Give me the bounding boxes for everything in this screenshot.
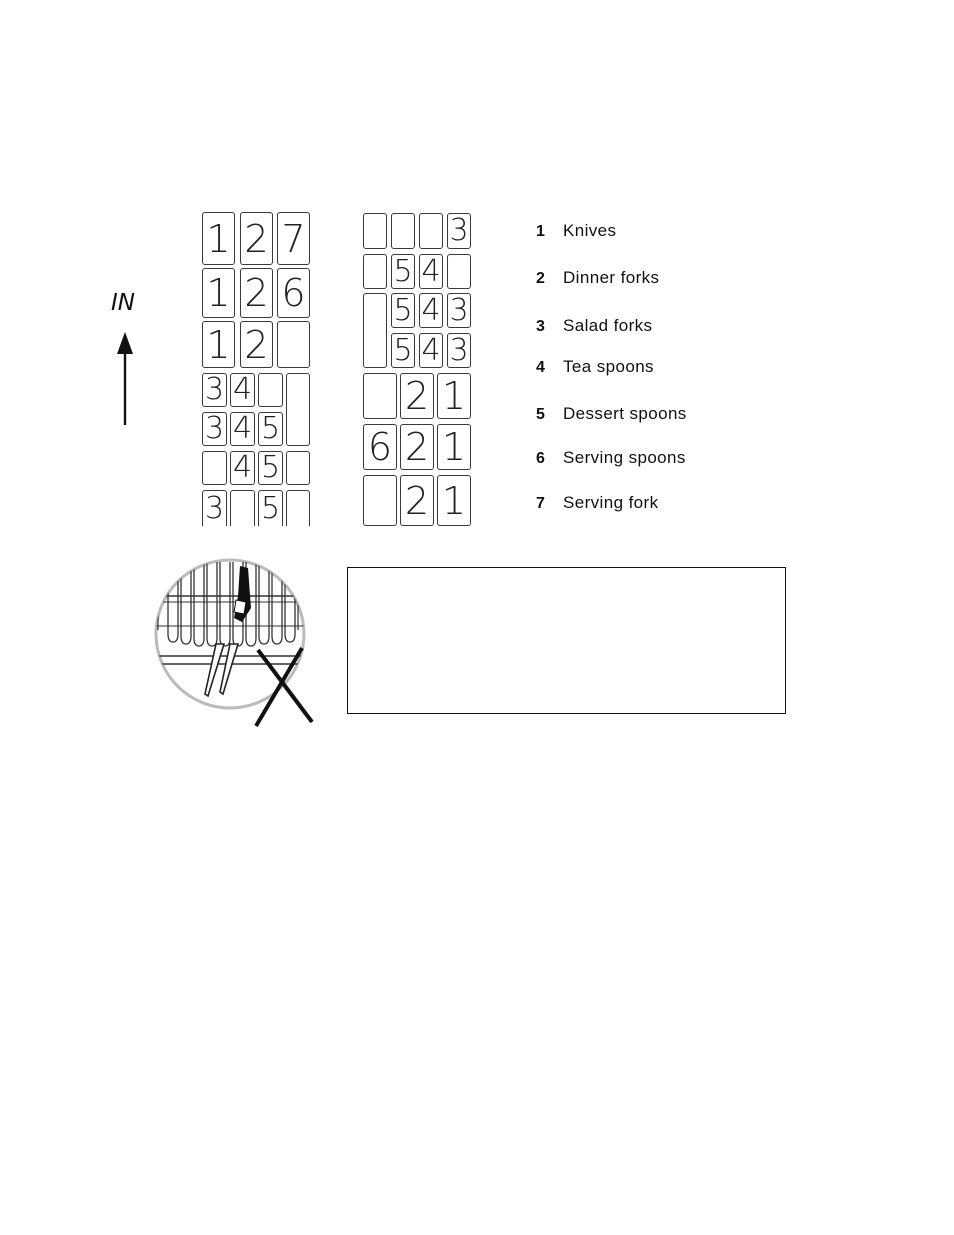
basket-slot: 6 — [277, 268, 310, 318]
legend-label: Dessert spoons — [563, 404, 687, 423]
basket-slot: 5 — [258, 412, 283, 446]
basket-slot: 5 — [258, 490, 283, 526]
legend-item-serving-spoons — [536, 448, 686, 468]
legend-number: 2 — [536, 270, 545, 287]
basket-slot — [391, 213, 415, 249]
basket-slot: 2 — [240, 321, 273, 368]
legend-item-dinner-forks — [536, 268, 659, 288]
basket-slot: 6 — [363, 424, 397, 470]
incorrect-placement-illustration — [150, 556, 320, 731]
basket-slot: 2 — [240, 268, 273, 318]
basket-slot — [202, 451, 227, 485]
basket-slot: 5 — [391, 293, 415, 328]
basket-slot: 1 — [202, 212, 235, 265]
basket-slot — [419, 213, 443, 249]
basket-slot — [447, 254, 471, 289]
basket-slot: 4 — [419, 293, 443, 328]
basket-slot: 1 — [437, 424, 471, 470]
legend-number: 4 — [536, 359, 545, 376]
basket-slot: 1 — [202, 321, 235, 368]
basket-slot — [363, 293, 387, 368]
direction-label: IN — [111, 290, 135, 316]
legend-label: Dinner forks — [563, 268, 660, 287]
basket-slot — [286, 451, 310, 485]
legend-label: Salad forks — [563, 316, 653, 335]
basket-slot: 4 — [419, 333, 443, 368]
basket-slot — [363, 254, 387, 289]
arrow-up-icon — [110, 328, 140, 428]
basket-slot: 4 — [230, 373, 255, 407]
basket-slot: 3 — [202, 373, 227, 407]
basket-slot — [363, 213, 387, 249]
basket-slot: 2 — [400, 475, 434, 526]
basket-slot: 3 — [202, 490, 227, 526]
legend-number: 5 — [536, 406, 545, 423]
basket-slot — [286, 373, 310, 446]
legend-label: Serving spoons — [563, 448, 686, 467]
basket-slot: 1 — [437, 373, 471, 419]
basket-slot: 3 — [447, 213, 471, 249]
basket-slot: 5 — [391, 333, 415, 368]
legend-item-serving-fork — [536, 493, 659, 513]
basket-slot — [363, 475, 397, 526]
legend-label: Tea spoons — [563, 357, 654, 376]
legend-number: 3 — [536, 318, 545, 335]
basket-slot: 3 — [202, 412, 227, 446]
legend-item-dessert-spoons — [536, 404, 687, 424]
basket-slot: 3 — [447, 293, 471, 328]
basket-slot: 1 — [202, 268, 235, 318]
basket-slot: 4 — [230, 412, 255, 446]
basket-slot: 1 — [437, 475, 471, 526]
basket-slot: 5 — [258, 451, 283, 485]
basket-slot: 2 — [400, 424, 434, 470]
basket-slot — [286, 490, 310, 526]
basket-slot: 4 — [419, 254, 443, 289]
basket-slot: 7 — [277, 212, 310, 265]
legend-label: Knives — [563, 221, 617, 240]
basket-slot: 2 — [240, 212, 273, 265]
notice-box — [347, 567, 786, 714]
basket-slot — [277, 321, 310, 368]
legend-item-knives — [536, 221, 616, 241]
legend-number: 7 — [536, 495, 545, 512]
basket-slot — [363, 373, 397, 419]
basket-slot: 3 — [447, 333, 471, 368]
basket-slot — [230, 490, 255, 526]
legend-number: 6 — [536, 450, 545, 467]
legend-label: Serving fork — [563, 493, 659, 512]
legend-item-tea-spoons — [536, 357, 654, 377]
legend-item-salad-forks — [536, 316, 652, 336]
basket-slot: 5 — [391, 254, 415, 289]
legend-number: 1 — [536, 223, 545, 240]
basket-slot — [258, 373, 283, 407]
basket-slot: 4 — [230, 451, 255, 485]
basket-slot: 2 — [400, 373, 434, 419]
